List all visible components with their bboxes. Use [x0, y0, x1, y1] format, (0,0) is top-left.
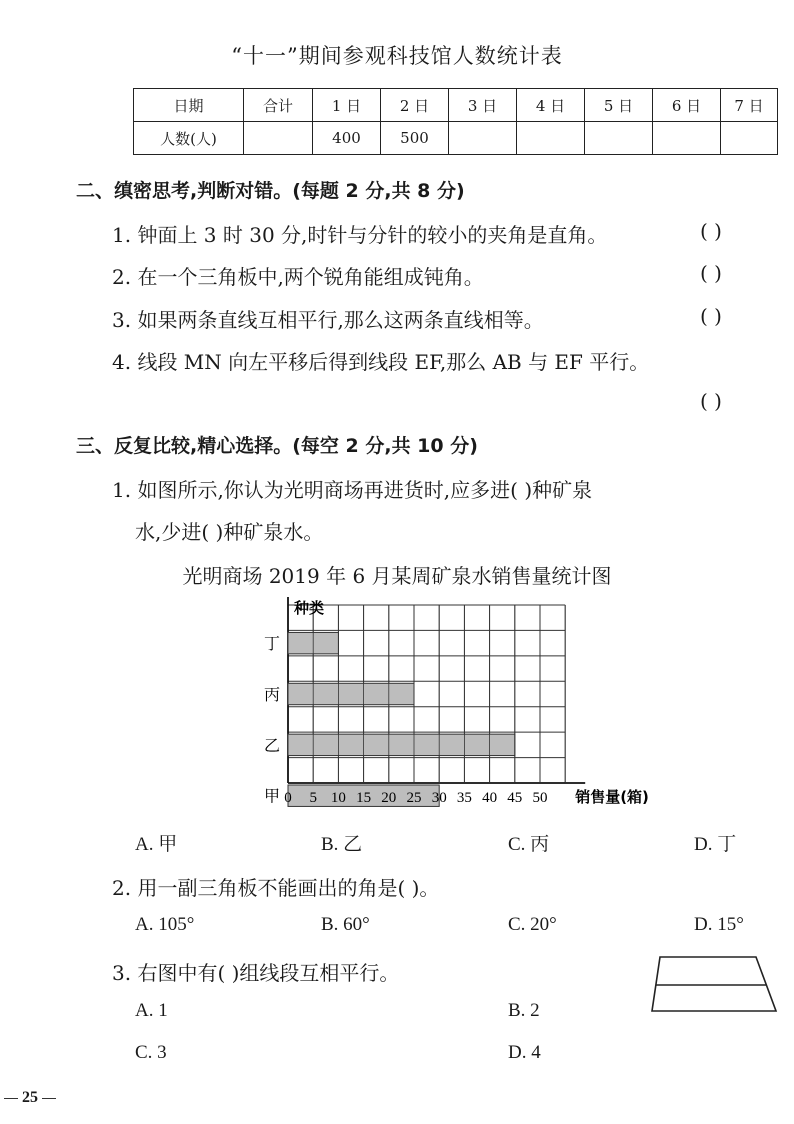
bar-丙 [288, 683, 414, 704]
attendance-table [133, 88, 778, 155]
table-cell: 7 日 [721, 89, 778, 122]
q2-option-c[interactable]: C. 20° [508, 914, 557, 935]
choice-question-2: 2. 用一副三角板不能画出的角是( )。 [112, 876, 440, 900]
choice-question-1-line1: 1. 如图所示,你认为光明商场再进货时,应多进( )种矿泉 [112, 478, 593, 502]
table-cell: 合计 [244, 89, 313, 122]
judge-question-2: 2. 在一个三角板中,两个锐角能组成钝角。 [112, 265, 484, 289]
x-tick-label: 35 [456, 790, 472, 806]
page-number-text: 25 [22, 1089, 38, 1106]
table-cell: 4 日 [517, 89, 585, 122]
table-cell: 2 日 [381, 89, 449, 122]
judge-question-1: 1. 钟面上 3 时 30 分,时针与分针的较小的夹角是直角。 [112, 223, 608, 247]
x-tick-label: 45 [507, 790, 523, 806]
table-cell [449, 122, 517, 155]
table-cell: 3 日 [449, 89, 517, 122]
q1-option-a[interactable]: A. 甲 [135, 834, 178, 855]
category-label: 乙 [263, 735, 280, 755]
x-tick-label: 40 [482, 790, 498, 806]
table-title: “十一”期间参观科技馆人数统计表 [231, 44, 563, 68]
q1-option-c[interactable]: C. 丙 [508, 834, 550, 855]
judge-question-4: 4. 线段 MN 向左平移后得到线段 EF,那么 AB 与 EF 平行。 [112, 350, 650, 374]
q1-option-b[interactable]: B. 乙 [321, 834, 363, 855]
trapezoid-outline [652, 957, 776, 1011]
chart-bars [288, 605, 565, 806]
judge-question-3: 3. 如果两条直线互相平行,那么这两条直线相等。 [112, 308, 544, 332]
q2-option-a[interactable]: A. 105° [135, 914, 195, 935]
table-cell [721, 122, 778, 155]
trapezoid-figure [648, 953, 780, 1015]
q2-option-d[interactable]: D. 15° [694, 914, 744, 935]
bar-chart [250, 595, 670, 815]
choice-question-3: 3. 右图中有( )组线段互相平行。 [112, 961, 400, 985]
answer-paren[interactable]: ( ) [700, 219, 722, 243]
x-tick-label: 50 [532, 790, 548, 806]
q3-option-b[interactable]: B. 2 [508, 1000, 540, 1021]
x-tick-label: 30 [431, 790, 447, 806]
answer-paren[interactable]: ( ) [700, 261, 722, 285]
x-tick-label: 10 [330, 790, 346, 806]
answer-paren[interactable]: ( ) [700, 389, 722, 413]
table-cell [653, 122, 721, 155]
section2-heading: 二、缜密思考,判断对错。(每题 2 分,共 8 分) [76, 180, 465, 202]
choice-question-1-line2: 水,少进( )种矿泉水。 [135, 520, 324, 544]
q3-option-d[interactable]: D. 4 [508, 1042, 541, 1063]
table-cell: 1 日 [313, 89, 381, 122]
category-label: 丙 [263, 685, 280, 704]
category-label: 丁 [263, 634, 280, 654]
table-cell [244, 122, 313, 155]
y-axis-label: 种类 [294, 599, 325, 617]
table-header-row [134, 89, 778, 122]
table-cell: 6 日 [653, 89, 721, 122]
table-cell [517, 122, 585, 155]
x-axis-label: 销售量(箱) [575, 788, 649, 806]
table-cell: 5 日 [585, 89, 653, 122]
table-cell: 人数(人) [134, 122, 244, 155]
table-cell: 日期 [134, 89, 244, 122]
x-tick-label: 15 [356, 790, 372, 806]
x-tick-label: 5 [309, 790, 317, 806]
table-cell [585, 122, 653, 155]
bar-乙 [288, 734, 515, 755]
chart-title: 光明商场 2019 年 6 月某周矿泉水销售量统计图 [182, 564, 612, 588]
q3-option-c[interactable]: C. 3 [135, 1042, 167, 1063]
x-tick-label: 0 [284, 790, 292, 806]
page-number [0, 1089, 60, 1107]
q2-option-b[interactable]: B. 60° [321, 914, 370, 935]
table-row [134, 122, 778, 155]
table-cell: 500 [381, 122, 449, 155]
table-cell: 400 [313, 122, 381, 155]
section3-heading: 三、反复比较,精心选择。(每空 2 分,共 10 分) [76, 435, 478, 457]
q3-option-a[interactable]: A. 1 [135, 1000, 168, 1021]
x-tick-label: 25 [406, 790, 422, 806]
q1-option-d[interactable]: D. 丁 [694, 834, 737, 855]
answer-paren[interactable]: ( ) [700, 304, 722, 328]
category-label: 甲 [263, 786, 280, 806]
x-tick-label: 20 [381, 790, 397, 806]
